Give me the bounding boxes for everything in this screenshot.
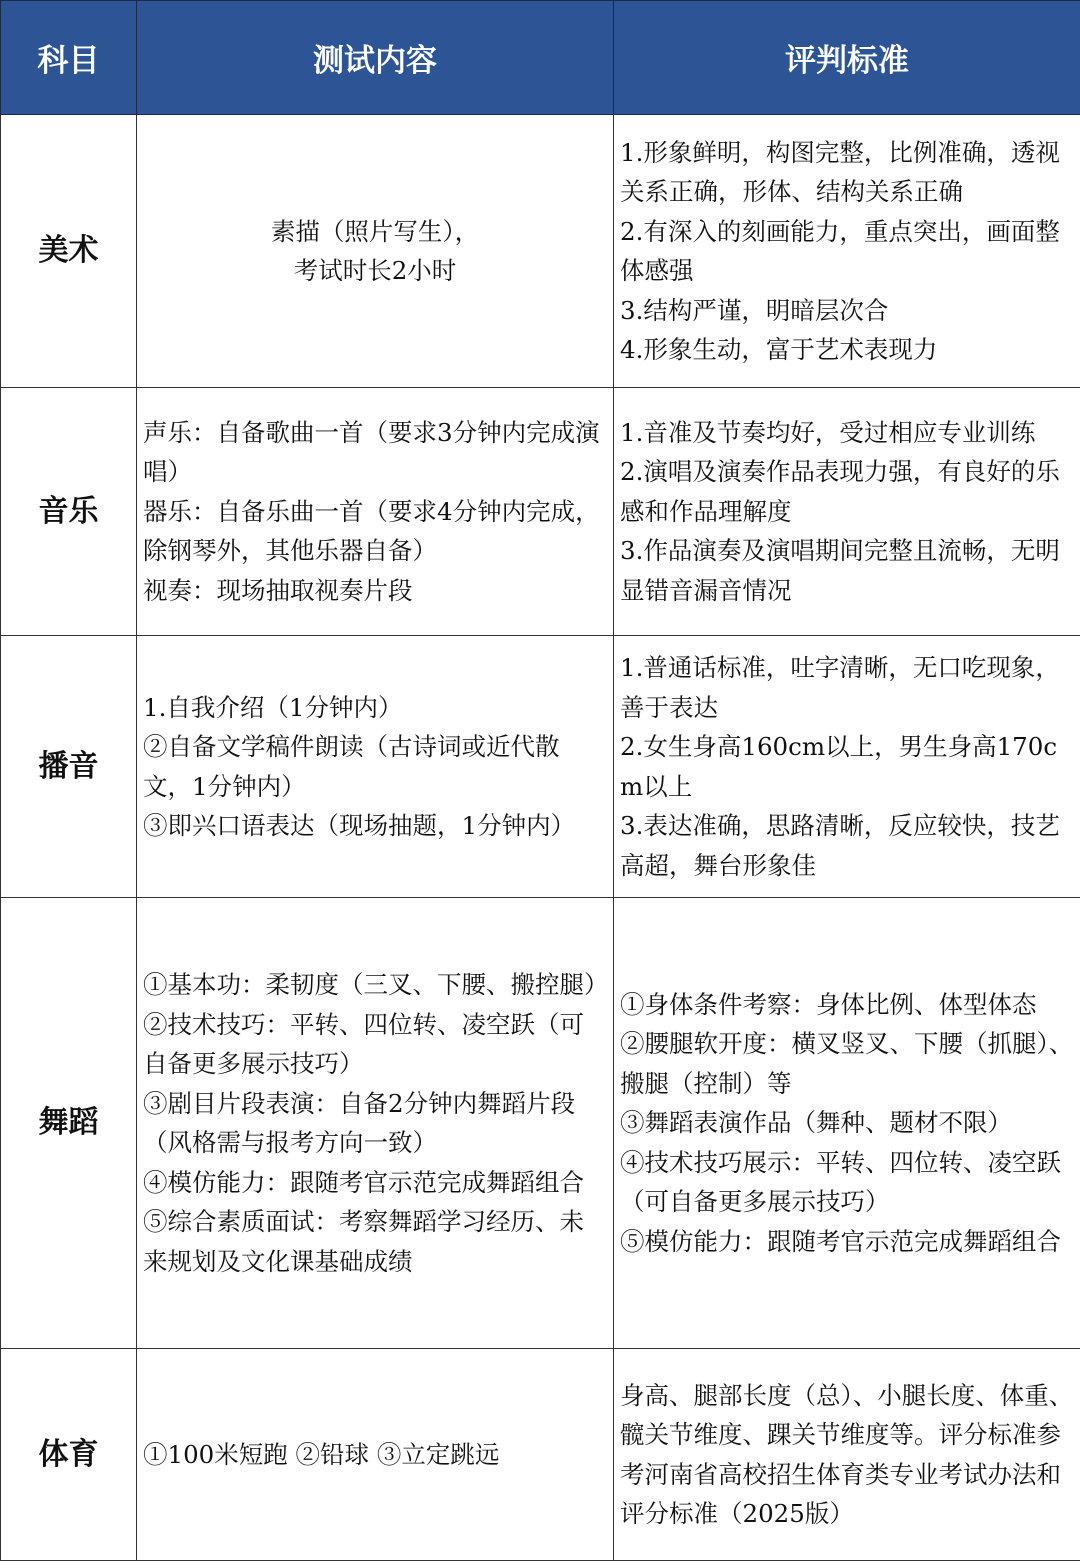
criteria-line: ②腰腿软开度：横叉竖叉、下腰（抓腿）、搬腿（控制）等 bbox=[620, 1024, 1074, 1103]
criteria-line: 3.作品演奏及演唱期间完整且流畅，无明显错音漏音情况 bbox=[620, 531, 1074, 610]
table-row bbox=[1, 115, 1080, 388]
criteria-cell bbox=[614, 898, 1080, 1349]
content-line: ③剧目片段表演：自备2分钟内舞蹈片段（风格需与报考方向一致） bbox=[143, 1084, 607, 1163]
subject-cell: 美术 bbox=[1, 115, 137, 388]
header-row bbox=[1, 1, 1080, 115]
header-content: 测试内容 bbox=[137, 1, 614, 115]
subject-cell: 播音 bbox=[1, 636, 137, 898]
subject-cell: 体育 bbox=[1, 1349, 137, 1561]
criteria-line: ④技术技巧展示：平转、四位转、凌空跃（可自备更多展示技巧） bbox=[620, 1143, 1074, 1222]
content-line: 声乐：自备歌曲一首（要求3分钟内完成演唱） bbox=[143, 413, 607, 492]
subject-cell: 音乐 bbox=[1, 388, 137, 636]
content-line: ②自备文学稿件朗读（古诗词或近代散文，1分钟内） bbox=[143, 727, 607, 806]
criteria-line: 3.表达准确，思路清晰，反应较快，技艺高超，舞台形象佳 bbox=[620, 806, 1074, 885]
criteria-line: ③舞蹈表演作品（舞种、题材不限） bbox=[620, 1103, 1074, 1143]
criteria-cell bbox=[614, 388, 1080, 636]
content-line: 1.自我介绍（1分钟内） bbox=[143, 688, 607, 728]
content-line: ⑤综合素质面试：考察舞蹈学习经历、未来规划及文化课基础成绩 bbox=[143, 1202, 607, 1281]
subject-cell: 舞蹈 bbox=[1, 898, 137, 1349]
table-row bbox=[1, 636, 1080, 898]
criteria-cell bbox=[614, 115, 1080, 388]
criteria-line: 身高、腿部长度（总）、小腿长度、体重、髋关节维度、踝关节维度等。评分标准参考河南省高校招生体育类专业考试办法和评分标准（2025版） bbox=[620, 1376, 1074, 1534]
criteria-line: 1.音准及节奏均好，受过相应专业训练 bbox=[620, 413, 1074, 453]
table-row bbox=[1, 898, 1080, 1349]
criteria-line: 4.形象生动，富于艺术表现力 bbox=[620, 330, 1074, 370]
criteria-line: 2.有深入的刻画能力，重点突出，画面整体感强 bbox=[620, 212, 1074, 291]
content-cell bbox=[137, 898, 614, 1349]
content-cell bbox=[137, 1349, 614, 1561]
criteria-line: 1.普通话标准，吐字清晰，无口吃现象，善于表达 bbox=[620, 648, 1074, 727]
criteria-line: ⑤模仿能力：跟随考官示范完成舞蹈组合 bbox=[620, 1222, 1074, 1262]
criteria-line: ①身体条件考察：身体比例、体型体态 bbox=[620, 985, 1074, 1025]
criteria-line: 3.结构严谨，明暗层次合 bbox=[620, 291, 1074, 331]
content-line: 素描（照片写生）， bbox=[143, 212, 607, 252]
content-line: 考试时长2小时 bbox=[143, 251, 607, 291]
content-line: ③即兴口语表达（现场抽题，1分钟内） bbox=[143, 806, 607, 846]
content-line: 器乐：自备乐曲一首（要求4分钟内完成，除钢琴外，其他乐器自备） bbox=[143, 492, 607, 571]
content-cell bbox=[137, 636, 614, 898]
content-line: ①基本功：柔韧度（三叉、下腰、搬控腿） bbox=[143, 965, 607, 1005]
criteria-line: 2.演唱及演奏作品表现力强，有良好的乐感和作品理解度 bbox=[620, 452, 1074, 531]
content-cell bbox=[137, 115, 614, 388]
content-line: 视奏：现场抽取视奏片段 bbox=[143, 571, 607, 611]
header-criteria: 评判标准 bbox=[614, 1, 1080, 115]
content-line: ①100米短跑 ②铅球 ③立定跳远 bbox=[143, 1435, 607, 1475]
table-row bbox=[1, 388, 1080, 636]
table-row bbox=[1, 1349, 1080, 1561]
criteria-cell bbox=[614, 1349, 1080, 1561]
header-subject: 科目 bbox=[1, 1, 137, 115]
content-line: ②技术技巧：平转、四位转、凌空跃（可自备更多展示技巧） bbox=[143, 1005, 607, 1084]
content-line: ④模仿能力：跟随考官示范完成舞蹈组合 bbox=[143, 1163, 607, 1203]
criteria-cell bbox=[614, 636, 1080, 898]
criteria-line: 2.女生身高160cm以上，男生身高170cm以上 bbox=[620, 727, 1074, 806]
criteria-line: 1.形象鲜明，构图完整，比例准确，透视关系正确，形体、结构关系正确 bbox=[620, 133, 1074, 212]
content-cell bbox=[137, 388, 614, 636]
